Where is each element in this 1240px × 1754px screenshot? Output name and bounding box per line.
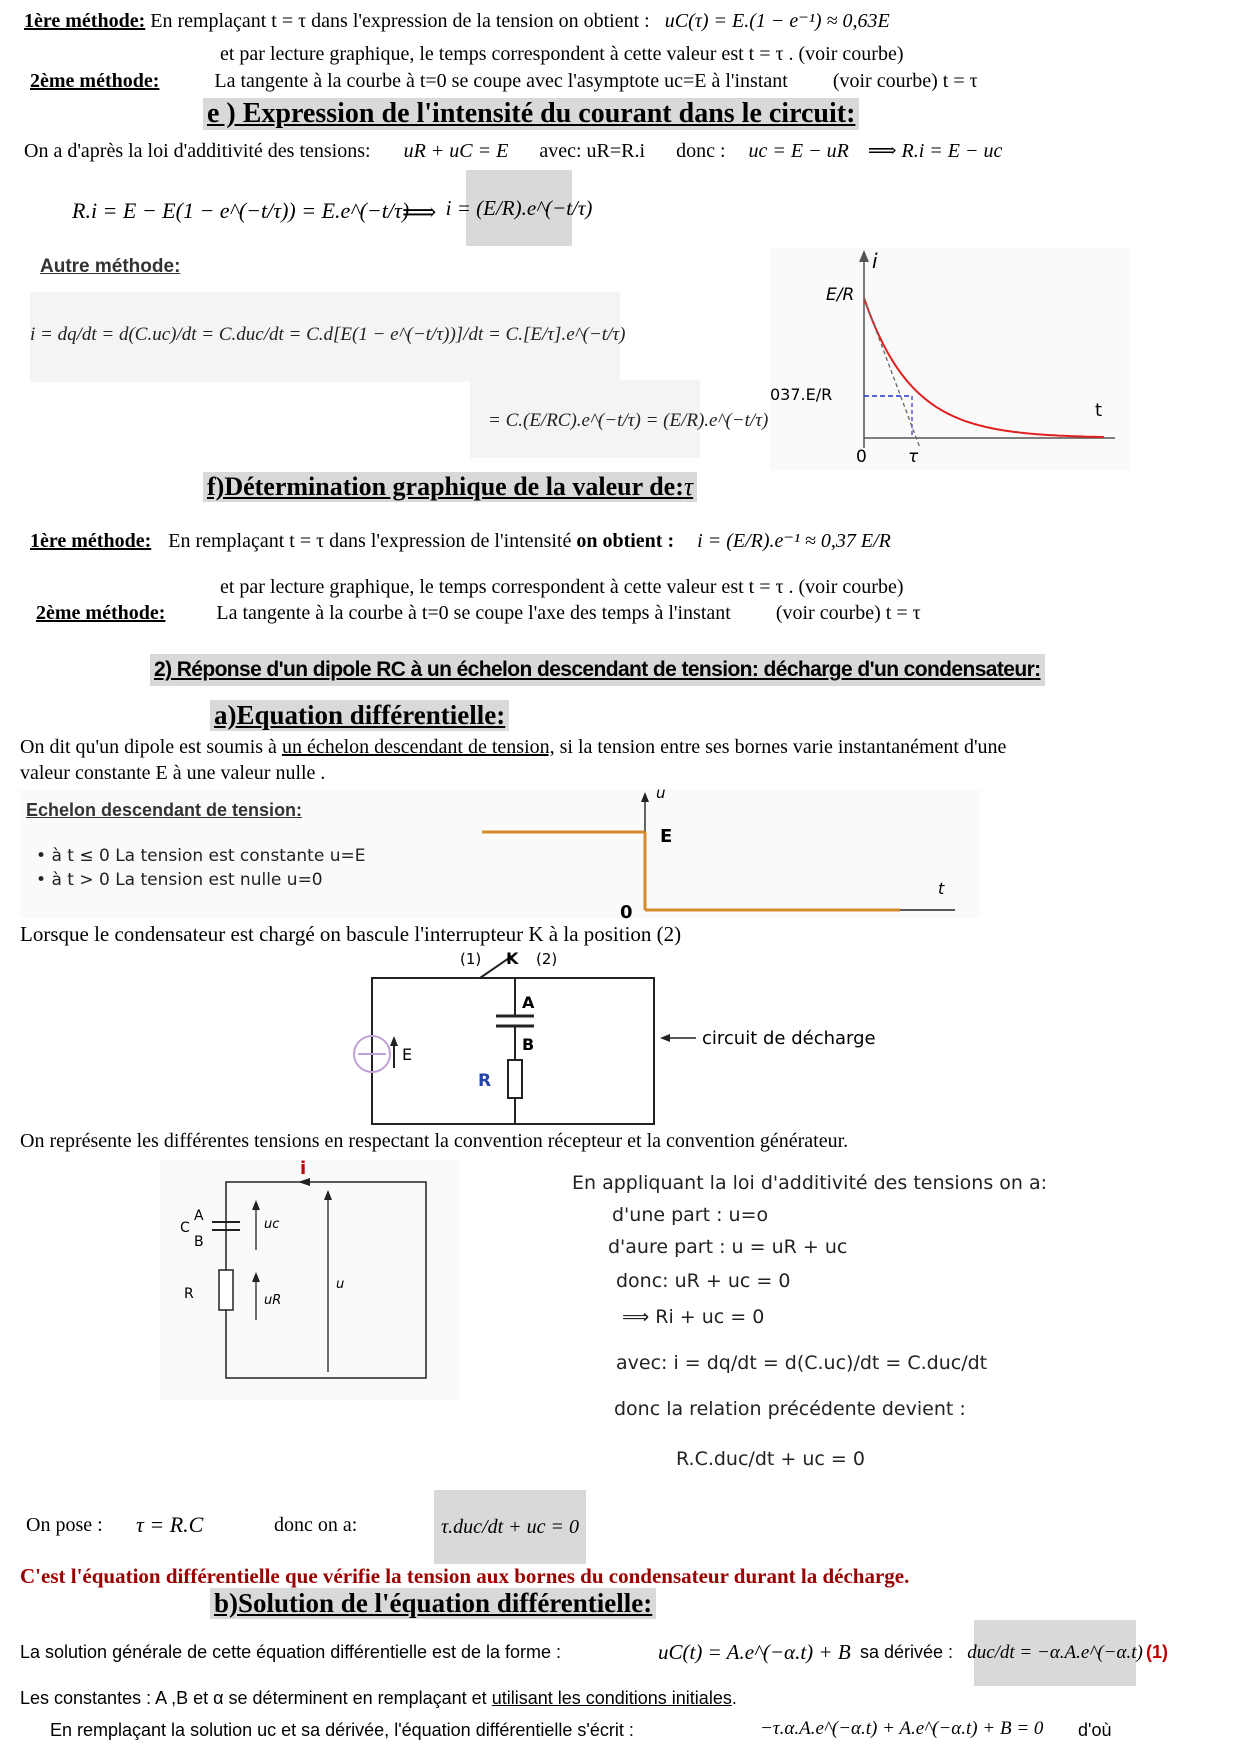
- circuit2-b: B: [194, 1234, 204, 1250]
- f-method1-bold: on obtient :: [576, 530, 675, 552]
- circuit1-a: A: [522, 993, 535, 1012]
- graph-current-decay: [770, 248, 1130, 470]
- circuit2-a: A: [194, 1208, 204, 1224]
- circuit2-bg: [160, 1160, 460, 1400]
- echelon-u-label: u: [656, 786, 666, 802]
- e-implies: ⟹: [402, 200, 437, 226]
- f-method2-text: La tangente à la courbe à t=0 se coupe l'axe des temps à l'instant: [216, 602, 731, 624]
- d-method2-text: La tangente à la courbe à t=0 se coupe avec l'asymptote uc=E à l'instant: [214, 70, 788, 92]
- echelon-item-2-text: à t > 0 La tension est nulle u=0: [51, 870, 323, 890]
- b-line3-a: En remplaçant la solution uc et sa dérivée, l'équation différentielle s'écrit :: [50, 1720, 634, 1740]
- echelon-title: Echelon descendant de tension:: [26, 800, 303, 820]
- circuit1-b: B: [522, 1035, 535, 1054]
- circuit1-e: E: [402, 1045, 413, 1064]
- graph-label-er: E/R: [826, 285, 855, 305]
- f-method1-text: En remplaçant t = τ dans l'expression de l'intensité: [168, 530, 572, 552]
- b-line1-formula: uC(t) = A.e^(−α.t) + B: [658, 1640, 851, 1664]
- deriv-line-5: ⟹ Ri + uc = 0: [622, 1306, 765, 1328]
- d-method1-formula: uC(τ) = E.(1 − e⁻¹) ≈ 0,63E: [664, 10, 890, 32]
- section-f-title: [203, 472, 697, 502]
- deriv-line-2: d'une part : u=o: [612, 1204, 769, 1226]
- deriv-line-7: donc la relation précédente devient :: [614, 1398, 966, 1420]
- f-method1-label: 1ère méthode:: [30, 530, 152, 552]
- d-method2-line: [30, 70, 978, 93]
- circuit1-note: circuit de décharge: [702, 1028, 876, 1049]
- echelon-item-2: • à t > 0 La tension est nulle u=0: [36, 870, 323, 890]
- circuit2-uc: uc: [264, 1217, 280, 1232]
- deriv-line-1: En appliquant la loi d'additivité des tensions on a:: [572, 1172, 1048, 1194]
- pose-eq-box: τ.duc/dt + uc = 0: [434, 1490, 586, 1564]
- autre-methode-eq1: i = dq/dt = d(C.uc)/dt = C.duc/dt = C.d[E(1 − e^(−t/τ))]/dt = C.[E/τ].e^(−t/τ): [30, 324, 626, 345]
- e-line1: [24, 138, 1002, 163]
- echelon-e-label: E: [660, 826, 673, 847]
- circuit2-resistor: [219, 1270, 233, 1310]
- section-f-title-sym: τ: [683, 472, 694, 501]
- voltage-convention-circuit: [160, 1160, 460, 1400]
- a-paragraph-line1: [20, 736, 1006, 759]
- b-eq-number: (1): [1146, 1642, 1168, 1662]
- a-paragraph-line2: valeur constante E à une valeur nulle .: [20, 762, 326, 784]
- autre-methode-label: Autre méthode:: [40, 256, 181, 277]
- echelon-t-label: t: [938, 879, 945, 898]
- deriv-line-8: R.C.duc/dt + uc = 0: [676, 1448, 865, 1470]
- echelon-item-1: • à t ≤ 0 La tension est constante u=E: [36, 846, 366, 866]
- echelon-zero-label: 0: [620, 902, 633, 920]
- d-method2-label: 2ème méthode:: [30, 70, 160, 92]
- circuit1-intro: Lorsque le condensateur est chargé on bascule l'interrupteur K à la position (2): [20, 922, 682, 946]
- f-method1-line: [30, 528, 891, 553]
- circuit1-pos1: (1): [460, 950, 482, 968]
- b-line2-end: .: [731, 1688, 737, 1708]
- d-method2-end: (voir courbe) t = τ: [832, 70, 978, 92]
- circuit2-u: u: [336, 1277, 345, 1292]
- b-line2-a: Les constantes : A ,B et α se déterminent en remplaçant et: [20, 1688, 487, 1708]
- e-line1-f: ⟹ R.i = E − uc: [867, 140, 1003, 162]
- circuit1-frame: [372, 978, 654, 1124]
- e-line1-c: avec: uR=R.i: [539, 140, 646, 162]
- generator-arrow-head: [390, 1036, 398, 1046]
- f-method1-formula: i = (E/R).e⁻¹ ≈ 0,37 E/R: [697, 530, 891, 552]
- circuit1-note-arrowhead: [660, 1034, 670, 1042]
- discharge-circuit: [340, 950, 900, 1128]
- d-method1-line2: et par lecture graphique, le temps correspondent à cette valeur est t = τ . (voir courbe): [220, 43, 904, 65]
- circuit2-intro: On représente les différentes tensions en respectant la convention récepteur et la convention générateur.: [20, 1130, 849, 1152]
- deriv-line-3: d'aure part : u = uR + uc: [608, 1236, 848, 1258]
- section-2-title: 2) Réponse d'un dipole RC à un échelon descendant de tension: décharge d'un condensateur:: [150, 654, 1045, 686]
- b-line1-b: sa dérivée :: [860, 1642, 954, 1662]
- graph-label-i: i: [872, 249, 878, 273]
- echelon-item-1-text: à t ≤ 0 La tension est constante u=E: [51, 846, 366, 866]
- b-line2: [20, 1688, 737, 1709]
- pose-a: On pose :: [26, 1514, 103, 1536]
- graph-label-037er: 037.E/R: [770, 385, 833, 404]
- b-line3-b: d'où: [1078, 1720, 1112, 1740]
- graph-label-origin: 0: [856, 447, 867, 467]
- f-method1-line2: et par lecture graphique, le temps correspondent à cette valeur est t = τ . (voir courbe): [220, 576, 904, 598]
- b-derivative-box: duc/dt = −α.A.e^(−α.t): [974, 1620, 1136, 1686]
- circuit2-i: i: [300, 1160, 307, 1179]
- d-method1-label: 1ère méthode:: [24, 10, 146, 32]
- section-e-title: e ) Expression de l'intensité du courant dans le circuit:: [203, 98, 859, 130]
- a-p1-u: un échelon descendant de tension,: [281, 736, 555, 758]
- pose-c: donc on a:: [274, 1514, 358, 1536]
- e-line1-a: On a d'après la loi d'additivité des tensions:: [24, 140, 371, 162]
- e-line2-formula: R.i = E − E(1 − e^(−t/τ)) = E.e^(−t/τ): [72, 198, 410, 223]
- e-line1-d: donc :: [676, 140, 726, 162]
- deriv-line-6: avec: i = dq/dt = d(C.uc)/dt = C.duc/dt: [616, 1352, 988, 1374]
- autre-methode-eq2: = C.(E/RC).e^(−t/τ) = (E/R).e^(−t/τ): [488, 410, 769, 431]
- f-method2-label: 2ème méthode:: [36, 602, 166, 624]
- circuit2-c: C: [180, 1220, 190, 1236]
- d-method1-text: En remplaçant t = τ dans l'expression de la tension on obtient :: [150, 10, 650, 32]
- b-line1-a: La solution générale de cette équation différentielle est de la forme :: [20, 1642, 562, 1662]
- graph-label-tau: τ: [908, 447, 919, 467]
- circuit1-pos2: (2): [536, 950, 558, 968]
- e-line1-b: uR + uC = E: [403, 140, 509, 162]
- circuit1-r: R: [478, 1071, 492, 1091]
- f-method2-end: (voir courbe) t = τ: [775, 602, 921, 624]
- d-method1-line: [24, 8, 890, 33]
- echelon-u-arrow: [641, 792, 649, 802]
- circuit1-k: K: [506, 950, 519, 968]
- echelon-graph: [470, 786, 980, 920]
- b-line2-u: utilisant les conditions initiales: [491, 1688, 732, 1708]
- f-method2-line: [36, 602, 921, 625]
- circuit2-ur: uR: [264, 1293, 282, 1308]
- e-result-box: i = (E/R).e^(−t/τ): [466, 170, 572, 246]
- section-b-title: b)Solution de l'équation différentielle:: [210, 1588, 656, 1619]
- graph-label-t: t: [1095, 400, 1103, 421]
- b-line3-formula: −τ.α.A.e^(−α.t) + A.e^(−α.t) + B = 0: [760, 1718, 1044, 1739]
- a-p1-b: si la tension entre ses bornes varie instantanément d'une: [559, 736, 1007, 758]
- deriv-line-4: donc: uR + uc = 0: [616, 1270, 791, 1292]
- circuit2-r: R: [184, 1286, 194, 1302]
- pose-b: τ = R.C: [136, 1512, 204, 1537]
- conclusion-text: C'est l'équation différentielle que vérifie la tension aux bornes du condensateur durant la décharge.: [20, 1564, 910, 1588]
- a-p1-a: On dit qu'un dipole est soumis à: [20, 736, 277, 758]
- section-a-title: a)Equation différentielle:: [210, 700, 509, 731]
- resistor-r: [508, 1060, 522, 1098]
- e-line1-e: uc = E − uR: [748, 140, 849, 162]
- section-f-title-text: f)Détermination graphique de la valeur de:: [207, 472, 684, 501]
